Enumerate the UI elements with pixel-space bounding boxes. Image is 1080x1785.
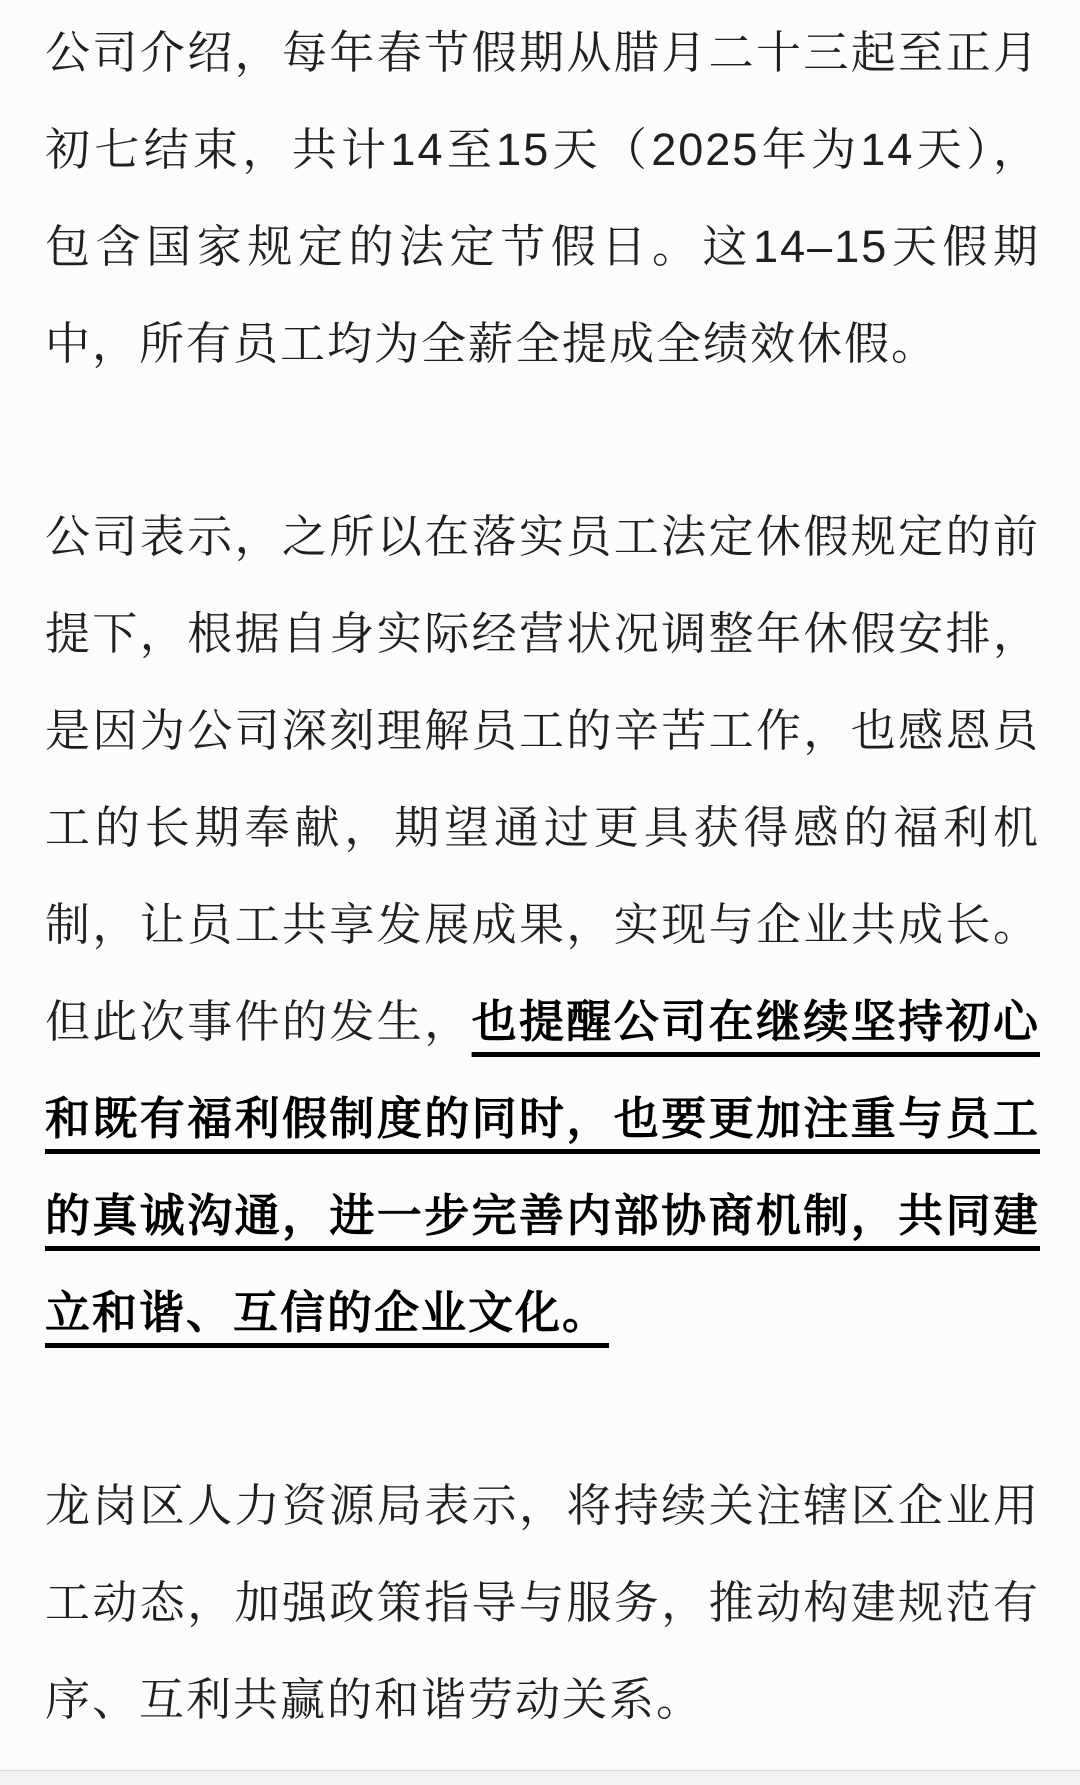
footer-strip bbox=[0, 1771, 1080, 1785]
paragraph-holiday-policy bbox=[45, 4, 1040, 392]
paragraph-hr-bureau bbox=[45, 1457, 1040, 1748]
paragraph-company-statement-normal: 公司表示，之所以在落实员工法定休假规定的前提下，根据自身实际经营状况调整年休假安排，是因为公司深刻理解员工的辛苦工作，也感恩员工的长期奉献，期望通过更具获得感的福利机制，让员工共享发展成果，实现与企业共成长。但此次事件的发生， bbox=[45, 511, 1040, 1047]
paragraph-company-statement bbox=[45, 488, 1040, 1361]
paragraph-company-statement-emphasis: 也提醒公司在继续坚持初心和既有福利假制度的同时，也要更加注重与员工的真诚沟通，进一步完善内部协商机制，共同建立和谐、互信的企业文化。 bbox=[45, 996, 1040, 1338]
paragraph-hr-bureau-text: 龙岗区人力资源局表示，将持续关注辖区企业用工动态，加强政策指导与服务，推动构建规范有序、互利共赢的和谐劳动关系。 bbox=[45, 1480, 1040, 1725]
paragraph-holiday-policy-text: 公司介绍，每年春节假期从腊月二十三起至正月初七结束，共计14至15天（2025年为14天），包含国家规定的法定节假日。这14–15天假期中，所有员工均为全薪全提成全绩效休假。 bbox=[45, 27, 1040, 369]
